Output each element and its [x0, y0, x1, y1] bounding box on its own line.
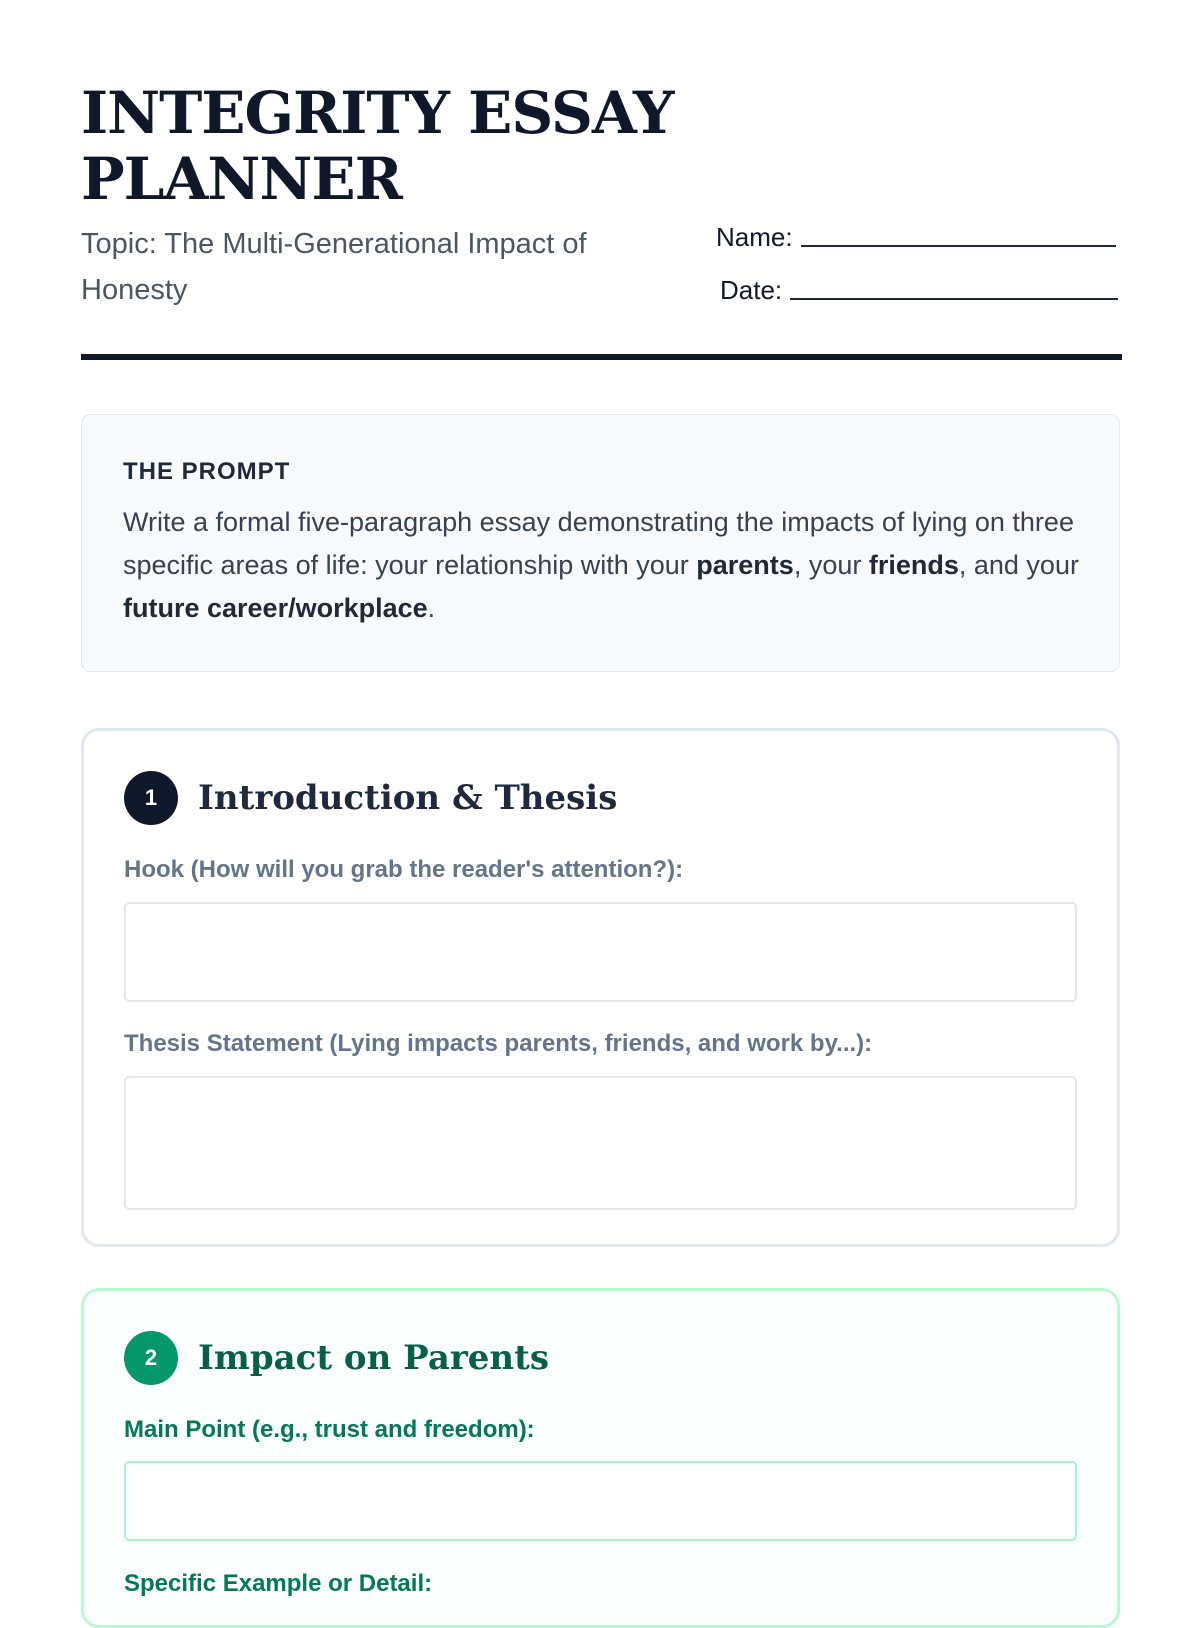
hook-label: Hook (How will you grab the reader's attention?): — [124, 856, 684, 883]
prompt-bold-friends: friends — [868, 550, 959, 580]
thesis-input[interactable] — [124, 1076, 1077, 1210]
page-title: INTEGRITY ESSAY PLANNER — [81, 79, 674, 213]
prompt-bold-career: future career/workplace — [123, 593, 428, 623]
hook-input[interactable] — [124, 902, 1077, 1002]
section-number-badge: 1 — [124, 771, 178, 825]
section-introduction — [81, 728, 1120, 1247]
prompt-text-part: , and your — [958, 550, 1079, 580]
prompt-bold-parents: parents — [696, 550, 794, 580]
section-parents — [81, 1288, 1120, 1628]
section-header — [124, 771, 617, 825]
prompt-text-part: , your — [793, 550, 869, 580]
date-label: Date: — [720, 275, 783, 305]
prompt-text — [123, 501, 1079, 630]
name-field[interactable] — [716, 222, 1116, 253]
main-point-input[interactable] — [124, 1461, 1077, 1541]
date-blank-line[interactable] — [790, 298, 1118, 300]
header-divider — [81, 354, 1122, 360]
prompt-box — [81, 414, 1120, 672]
section-header — [124, 1331, 549, 1385]
example-label: Specific Example or Detail: — [124, 1570, 433, 1597]
prompt-text-part: . — [427, 593, 436, 623]
name-blank-line[interactable] — [801, 245, 1116, 247]
topic-subtitle: Topic: The Multi-Generational Impact of Honesty — [81, 228, 587, 306]
section-number-badge: 2 — [124, 1331, 178, 1385]
prompt-heading: THE PROMPT — [123, 458, 291, 485]
section-title: Impact on Parents — [198, 1338, 549, 1378]
prompt-text-part: Write a formal five-paragraph essay demonstrating the impacts of lying on three specific areas of life: your relationship with your — [123, 507, 1074, 580]
thesis-label: Thesis Statement (Lying impacts parents, friends, and work by...): — [124, 1030, 873, 1057]
main-point-label: Main Point (e.g., trust and freedom): — [124, 1416, 535, 1443]
name-label: Name: — [716, 222, 793, 252]
date-field[interactable] — [720, 275, 1118, 306]
section-title: Introduction & Thesis — [198, 778, 618, 818]
